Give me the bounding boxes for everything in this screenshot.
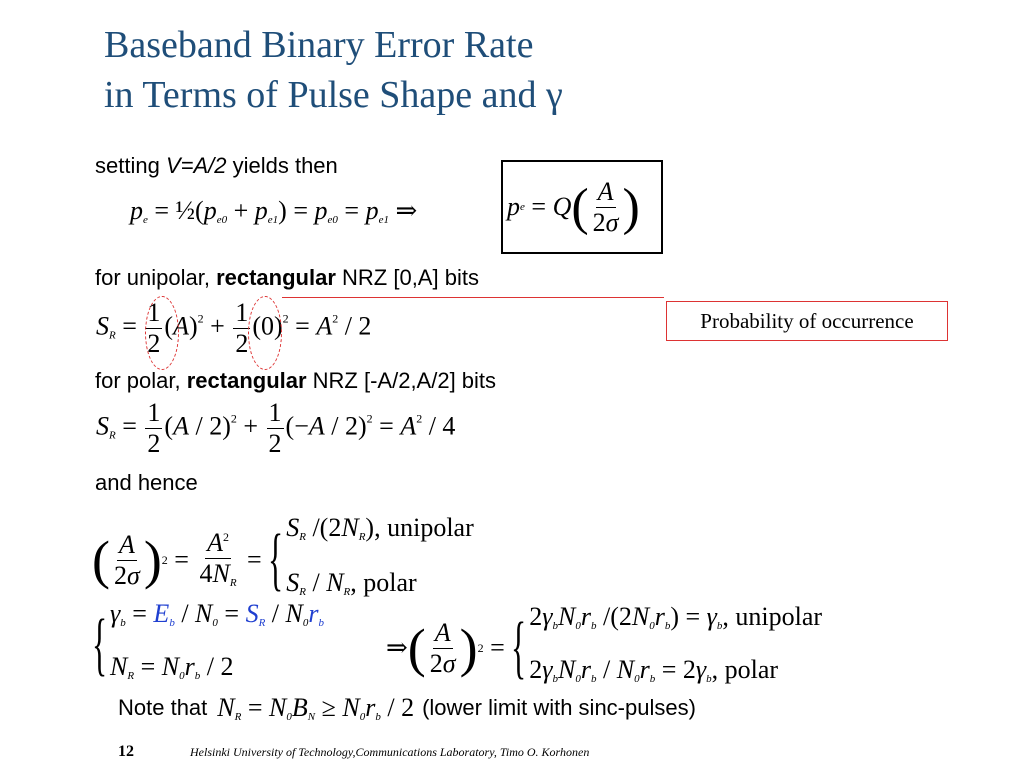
equation-noise-bandwidth: $N_R = N_0B_N \ge N_0r_b / 2$: [217, 693, 415, 723]
polar-line: for polar, rectangular NRZ [-A/2,A/2] bits: [95, 368, 497, 393]
footer-institution: Helsinki University of Technology,Communications Laboratory, Timo O. Korhonen: [190, 745, 590, 759]
note-prefix: Note that: [118, 695, 208, 720]
unipolar-line: for unipolar, rectangular NRZ [0,A] bits: [95, 265, 479, 290]
note-suffix: (lower limit with sinc-pulses): [422, 695, 696, 720]
slide-title: [104, 20, 563, 120]
equation-pe-boxed: p e = Q ( $\frac{A}{2\sigma}$ ): [501, 160, 663, 254]
and-hence-line: and hence: [95, 470, 198, 495]
highlight-ellipse-1: [145, 296, 179, 370]
equation-pe: $p_e$ = $\frac{1}{2}(p_{e0} + p_{e1}) = p_{e0} = p_{e1}$ ⇒: [130, 196, 418, 226]
page-number: 12: [118, 743, 134, 760]
equation-sr-polar: $S_R$ = $\frac{1}{2}$ (A / 2)$^2$ + $\frac{1}{2}$ $(-A / 2)^2 = A^2 / 4$: [96, 398, 456, 458]
setting-line: setting V=A/2 yields then: [95, 153, 338, 178]
title-line-2: in Terms of Pulse Shape and γ: [104, 74, 563, 116]
equation-snr-gamma: ⇒ ( $\frac{A}{2\sigma}$ ) 2 = { $2\gamma_bN_0r_b$ $/(2N_0r_b) = \gamma_b$, unipolar $2\gamma_bN_0r_b / N_0r_b = 2\gamma_b$, polar: [386, 602, 823, 686]
callout-probability: Probability of occurrence: [666, 301, 948, 341]
equation-snr: ( $\frac{A}{2\sigma}$ ) 2 = $\frac{A^2}{4N_R}$ = { $S_R$ $/(2N_R)$, unipolar $S_R / N_R$, polar: [92, 513, 474, 598]
setting-variable: V=A/2: [165, 153, 227, 178]
label-polar-1: polar: [363, 568, 417, 597]
label-unipolar-2: unipolar: [735, 602, 823, 631]
note-line: [118, 693, 696, 723]
equation-sr-unipolar: $S_R$ = $\frac{1}{2}$ $(A)^2$ + $\frac{1}{2}$ $(0)^2 = A^2 / 2$: [96, 298, 372, 358]
title-line-1: Baseband Binary Error Rate: [104, 24, 534, 66]
label-unipolar-1: unipolar: [387, 513, 474, 542]
highlight-ellipse-2: [248, 296, 282, 370]
label-polar-2: polar: [724, 655, 779, 684]
equation-gamma-system: { $\gamma_b = E_b / N_0 = S_R / N_0r_b$ $N_R = N_0r_b / 2$: [92, 599, 324, 683]
